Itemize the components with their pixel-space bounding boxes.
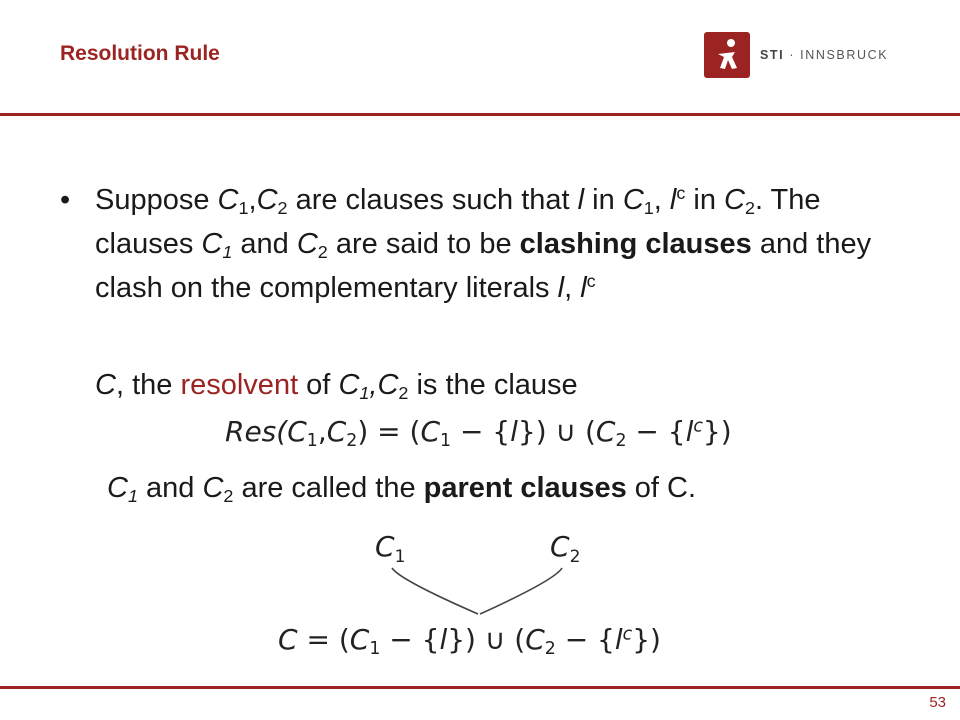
parent-clauses-line — [107, 472, 696, 505]
text-run: Suppose — [95, 184, 218, 216]
formula-op: − { — [555, 623, 615, 656]
formula-op: − { — [451, 415, 511, 448]
var-c: C — [622, 184, 644, 216]
subscript: 2 — [223, 486, 234, 507]
var-c: C — [217, 184, 239, 216]
formula-op: − { — [626, 415, 686, 448]
text-run: is the clause — [408, 369, 578, 401]
subscript: 1 — [369, 638, 381, 659]
var-c: C — [107, 472, 128, 504]
var-c: C — [724, 184, 745, 216]
text-run: in — [685, 184, 725, 216]
logo-separator: · — [784, 48, 801, 62]
subscript: 1 — [127, 486, 138, 507]
bullet-text — [95, 178, 900, 310]
var-l: l — [669, 184, 677, 216]
subscript: 1 — [222, 242, 233, 263]
var-l: l — [439, 623, 448, 656]
comma: , — [248, 184, 257, 216]
var-c: C — [338, 369, 360, 401]
parent-clauses-term: parent clauses — [423, 472, 627, 504]
var-c: C — [349, 623, 370, 656]
text-run: , — [564, 272, 581, 304]
tree-node-c1: $C_1$ — [375, 530, 406, 567]
text-run: and they clash on the complementary literals — [95, 228, 872, 304]
formula-op: }) — [632, 623, 661, 656]
comma: , — [369, 369, 378, 401]
subscript: 1 — [359, 383, 370, 404]
var-c: C — [525, 623, 545, 656]
sti-logo-icon — [704, 32, 750, 78]
resolvent-formula — [225, 415, 732, 451]
page-number: 53 — [929, 694, 946, 711]
subscript: 2 — [615, 430, 627, 451]
var-l: l — [557, 272, 565, 304]
text-run: and — [232, 228, 297, 260]
var-c: C — [202, 472, 224, 504]
var-c: C — [278, 623, 298, 656]
formula-op: − { — [380, 623, 440, 656]
resolvent-term: resolvent — [180, 369, 299, 401]
text-run: . The clauses — [95, 184, 821, 260]
logo-text — [760, 48, 888, 62]
var-l: l — [510, 415, 518, 448]
clashing-clauses-term: clashing clauses — [519, 228, 752, 260]
formula-op: }) — [702, 415, 732, 448]
var-c: C — [377, 369, 399, 401]
header-divider — [0, 113, 960, 116]
text-run: are said to be — [327, 228, 520, 260]
resolvent-definition — [95, 369, 578, 402]
tree-node-c2: $C_2$ — [550, 530, 581, 567]
var-c: C — [287, 415, 307, 448]
tree-edge-right — [480, 568, 562, 614]
logo-brand: STI — [760, 48, 785, 62]
superscript: c — [622, 624, 633, 645]
var-l: l — [614, 623, 623, 656]
text-run: and — [137, 472, 203, 504]
formula-res: Res( — [225, 415, 288, 448]
superscript: c — [693, 416, 703, 437]
slide-title: Resolution Rule — [60, 42, 220, 65]
subscript: 2 — [398, 383, 409, 404]
subscript: 2 — [317, 242, 328, 263]
var-c: C — [201, 228, 223, 260]
comma: , — [317, 415, 327, 448]
formula-op: = ( — [297, 623, 350, 656]
subscript: 1 — [306, 430, 318, 451]
var-c: C — [420, 415, 440, 448]
formula-op: }) ∪ ( — [447, 623, 526, 656]
var-c: C — [326, 415, 347, 448]
subscript: 1 — [238, 198, 249, 219]
var-c: C — [95, 369, 116, 401]
var-c: C — [595, 415, 616, 448]
bullet-point — [60, 178, 900, 310]
tree-edge-left — [392, 568, 478, 614]
formula-op: }) ∪ ( — [517, 415, 596, 448]
text-run: are called the — [233, 472, 424, 504]
text-run: in — [584, 184, 623, 216]
c-formula — [278, 623, 661, 659]
subscript: 2 — [277, 198, 288, 219]
sti-logo — [704, 32, 888, 78]
subscript: 2 — [744, 198, 755, 219]
var-l: l — [580, 272, 587, 304]
subscript: 2 — [544, 638, 556, 659]
text-run: , — [653, 184, 670, 216]
var-c: C — [296, 228, 318, 260]
subscript: 2 — [346, 430, 358, 451]
superscript: c — [586, 271, 596, 292]
bullet-marker: • — [60, 184, 71, 216]
var-l: l — [577, 184, 585, 216]
parent-clauses-tree — [370, 528, 600, 618]
formula-op: ) = ( — [357, 415, 421, 448]
text-run: , the — [115, 369, 181, 401]
footer-divider — [0, 686, 960, 689]
text-run: are clauses such that — [287, 184, 578, 216]
superscript: c — [676, 183, 686, 204]
var-c: C — [256, 184, 278, 216]
subscript: 1 — [440, 430, 452, 451]
subscript: 1 — [643, 198, 654, 219]
text-run: of — [298, 369, 339, 401]
text-run: of C. — [626, 472, 697, 504]
logo-name: INNSBRUCK — [800, 48, 889, 62]
var-l: l — [685, 415, 694, 448]
